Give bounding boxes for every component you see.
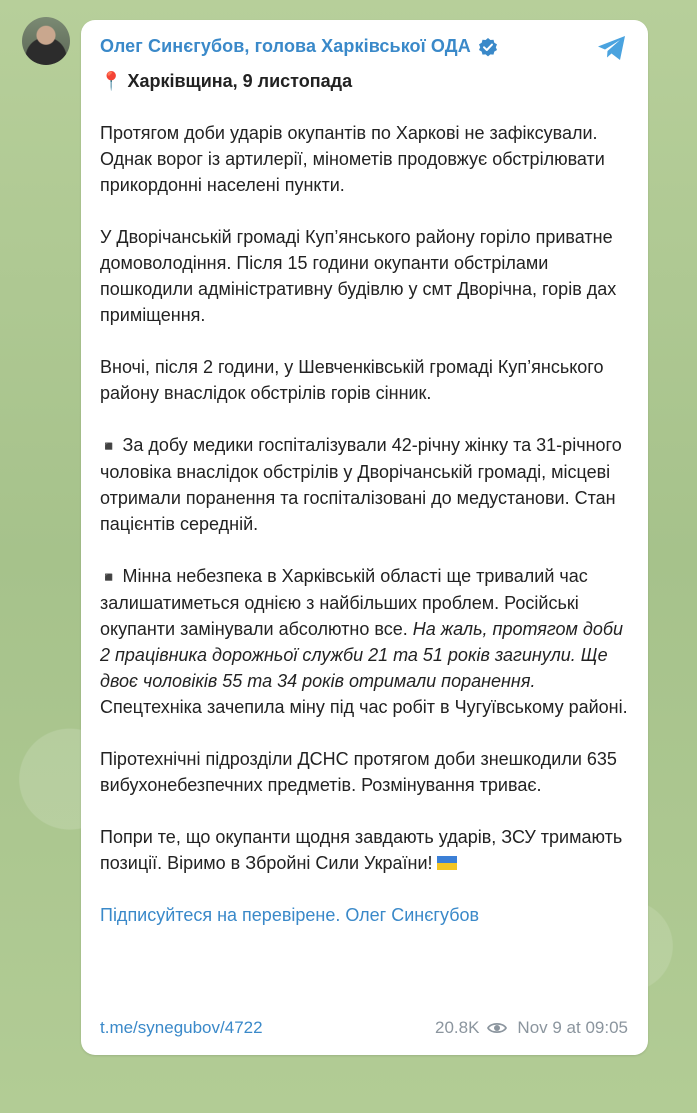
post-timestamp: Nov 9 at 09:05 xyxy=(517,1018,628,1037)
paragraph-mines xyxy=(100,563,635,720)
bullet-icon: ◾ xyxy=(100,438,118,454)
paragraph-dvorichna: У Дворічанській громаді Куп’янського району горіло приватне домоволодіння. Після 15 години окупанти обстрілами пошкодили адміністративну будівлю у смт Дворічна, горів дах приміщення. xyxy=(100,227,617,325)
post-footer xyxy=(100,1017,628,1039)
location-text: Харківщина, 9 листопада xyxy=(127,71,353,91)
post-location xyxy=(100,68,635,94)
paragraph-shevchenkove: Вночі, після 2 години, у Шевченківській громаді Куп’янського району внаслідок обстрілів горів сінник. xyxy=(100,357,604,403)
pin-icon: 📍 xyxy=(100,71,123,91)
channel-name[interactable]: Олег Синєгубов, голова Харківської ОДА xyxy=(100,36,471,56)
views-count: 20.8K xyxy=(434,1018,480,1037)
telegram-share-icon[interactable] xyxy=(596,34,628,62)
paragraph-medics xyxy=(100,432,635,537)
post-permalink[interactable]: t.me/synegubov/4722 xyxy=(100,1018,263,1037)
paragraph-demining: Піротехнічні підрозділи ДСНС протягом доби знешкодили 635 вибухонебезпечних предметів. Розмінування триває. xyxy=(100,749,617,795)
paragraph-kharkiv: Протягом доби ударів окупантів по Харкові не зафіксували. Однак ворог із артилерії, мінометів продовжує обстрілювати прикордонні населені пункти. xyxy=(100,123,605,195)
eye-icon xyxy=(487,1021,507,1035)
medics-text: За добу медики госпіталізували 42-річну жінку та 31-річного чоловіка внаслідок обстрілів у Дворічанській громаді, місцеві отримали поранення та госпіталізовані до медустанови. Стан пацієнтів середній. xyxy=(100,435,622,534)
mines-text-italic: На жаль, протягом доби 2 працівника дорожньої служби 21 та 51 років загинули. Ще двоє чоловіків 55 та 34 років отримали поранення. xyxy=(100,619,623,691)
closing-text: Попри те, що окупанти щодня завдають ударів, ЗСУ тримають позиції. Віримо в Збройні Сили України! xyxy=(100,827,623,873)
post-body xyxy=(100,68,635,954)
post-card xyxy=(81,20,648,1055)
verified-badge-icon xyxy=(478,37,498,57)
channel-avatar[interactable] xyxy=(22,17,70,65)
channel-header xyxy=(100,36,498,57)
subscribe-link[interactable]: Підписуйтеся на перевірене. Олег Синєгубов xyxy=(100,905,480,925)
mines-text-1: Мінна небезпека в Харківській області ще тривалий час залишатиметься однією з найбільших проблем. Російські окупанти замінували абсолютно все. xyxy=(100,566,588,639)
post-meta xyxy=(435,1018,628,1038)
bullet-icon: ◾ xyxy=(100,569,118,585)
paragraph-closing xyxy=(100,824,635,876)
ukraine-flag-icon xyxy=(437,856,457,870)
mines-text-2: Спецтехніка зачепила міну під час робіт в Чугуївському районі. xyxy=(100,697,628,717)
